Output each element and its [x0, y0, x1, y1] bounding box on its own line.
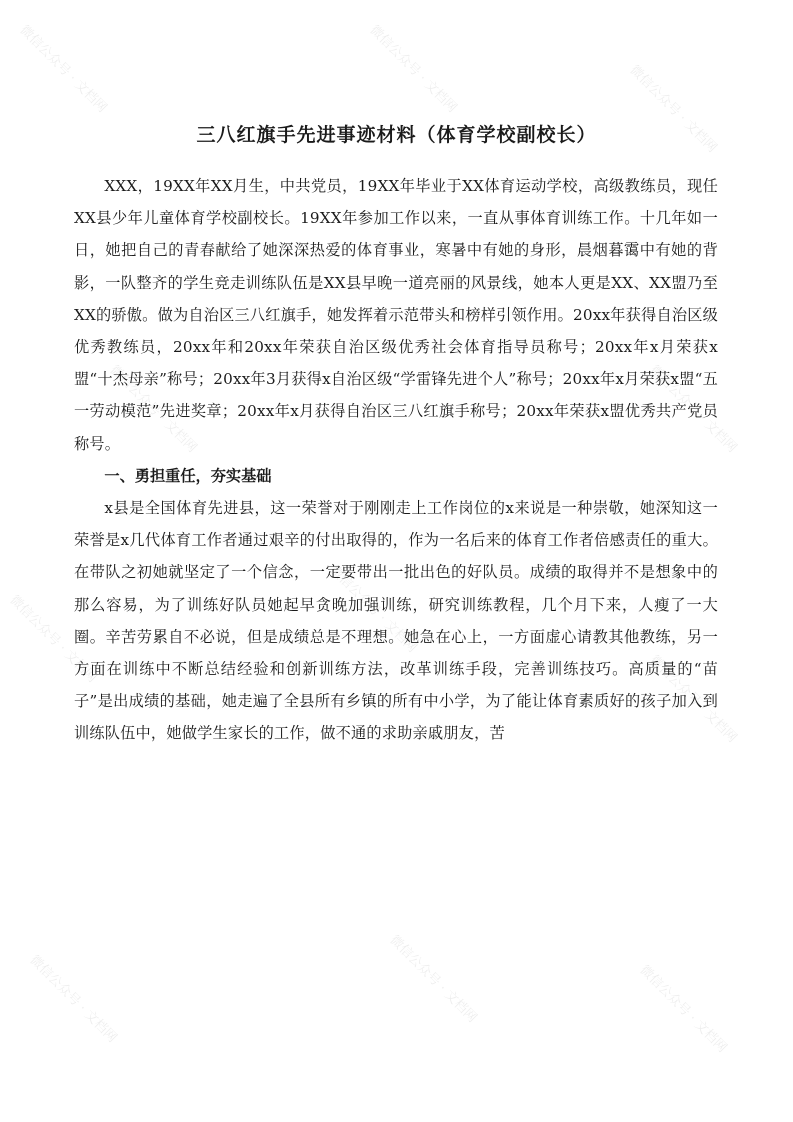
section-heading-1: 一、勇担重任，夯实基础: [104, 466, 272, 485]
watermark: 微信公众号 · 文档网: [366, 22, 460, 116]
document-body: [74, 170, 718, 750]
watermark: 微信公众号 · 文档网: [326, 562, 420, 656]
watermark: 微信公众号 · 文档网: [386, 932, 480, 1026]
document-title: 三八红旗手先进事迹材料（体育学校副校长）: [196, 124, 597, 146]
watermark: 微信公众号 · 文档网: [626, 62, 720, 156]
watermark: 微信公众号 · 文档网: [646, 362, 740, 456]
watermark: 微信公众号 · 文档网: [16, 22, 110, 116]
watermark: 微信公众号 · 文档网: [106, 362, 200, 456]
watermark: 微信公众号 · 文档网: [636, 962, 730, 1056]
section-1-paragraph: x县是全国体育先进县，这一荣誉对于刚刚走上工作岗位的x来说是一种崇敬，她深知这一荣誉是x几代体育工作者通过艰辛的付出取得的，作为一名后来的体育工作者倍感责任的重大。在带队之初她就坚定了一个信念，一定要带出一批出色的好队员。成绩的取得并不是想象中的那么容易，为了训练好队员她起早贪晚加强训练，研究训练教程，几个月下来，人瘦了一大圈。辛苦劳累自不必说，但是成绩总是不理想。她急在心上，一方面虚心请教其他教练，另一方面在训练中不断总结经验和创新训练方法，改革训练手段，完善训练技巧。高质量的“苗子”是出成绩的基础，她走遍了全县所有乡镇的所有中小学，为了能让体育素质好的孩子加入到训练队伍中，她做学生家长的工作，做不通的求助亲戚朋友，苦: [74, 499, 718, 743]
watermark: 微信公众号 · 文档网: [646, 652, 740, 746]
intro-paragraph: XXX，19XX年XX月生，中共党员，19XX年毕业于XX体育运动学校，高级教练员，现任XX县少年儿童体育学校副校长。19XX年参加工作以来，一直从事体育训练工作。十几年如一日，她把自己的青春献给了她深深热爱的体育事业，寒暑中有她的身形，晨烟暮霭中有她的背影，一队整齐的学生竞走训练队伍是XX县早晚一道亮丽的风景线，她本人更是XX、XX盟乃至XX的骄傲。做为自治区三八红旗手，她发挥着示范带头和榜样引领作用。20xx年获得自治区级优秀教练员，20xx年和20xx年荣获自治区级优秀社会体育指导员称号；20xx年x月荣获x盟“十杰母亲”称号；20xx年3月获得x自治区级“学雷锋先进个人”称号；20xx年x月荣获x盟“五一劳动模范”先进奖章；20xx年x月获得自治区三八红旗手称号；20xx年荣获x盟优秀共产党员称号。: [74, 177, 719, 453]
watermark: 微信公众号 · 文档网: [26, 952, 120, 1046]
watermark: 微信公众号 · 文档网: [6, 592, 100, 686]
